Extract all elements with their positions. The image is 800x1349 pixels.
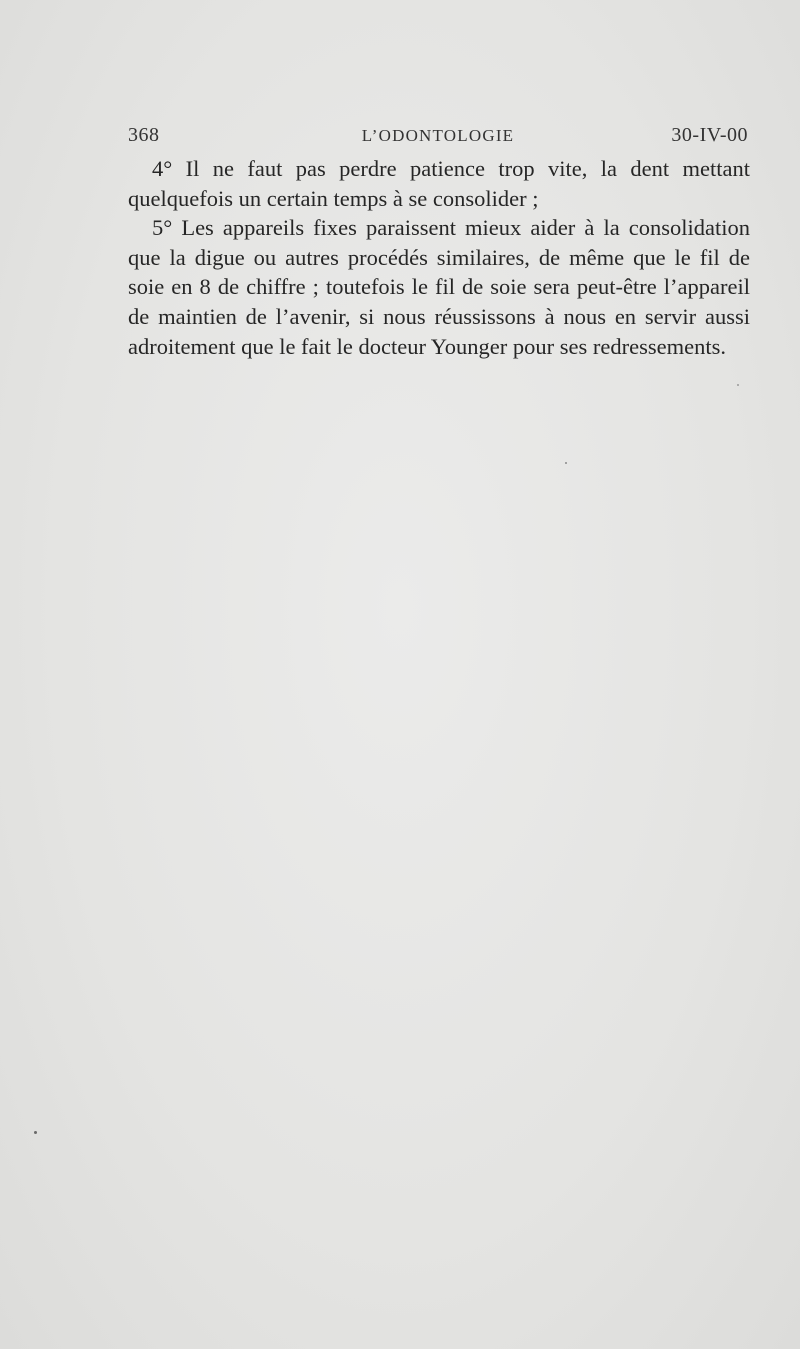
page-number: 368	[128, 124, 160, 146]
body-text	[128, 154, 750, 361]
running-header	[128, 124, 748, 150]
paragraph-item-5: 5° Les appareils fixes paraissent mieux aider à la consolidation que la digue ou autres procédés similaires, de même que le fil de soie en 8 de chiffre ; toutefois le fil de soie sera peut-être l’appareil de maintien de l’avenir, si nous réussissons à nous en servir aussi adroitement que le fait le docteur Younger pour ses redressements.	[128, 215, 750, 359]
paper-speck	[34, 1131, 37, 1134]
issue-date: 30-IV-00	[671, 124, 748, 146]
paper-speck	[565, 462, 567, 464]
paragraph-item-4: 4° Il ne faut pas perdre patience trop vite, la dent mettant quelquefois un certain temps à se consolider ;	[128, 156, 750, 211]
bleed-through-texture	[128, 360, 748, 389]
paper-speck	[737, 384, 739, 386]
journal-title: L’ODONTOLOGIE	[361, 126, 515, 145]
